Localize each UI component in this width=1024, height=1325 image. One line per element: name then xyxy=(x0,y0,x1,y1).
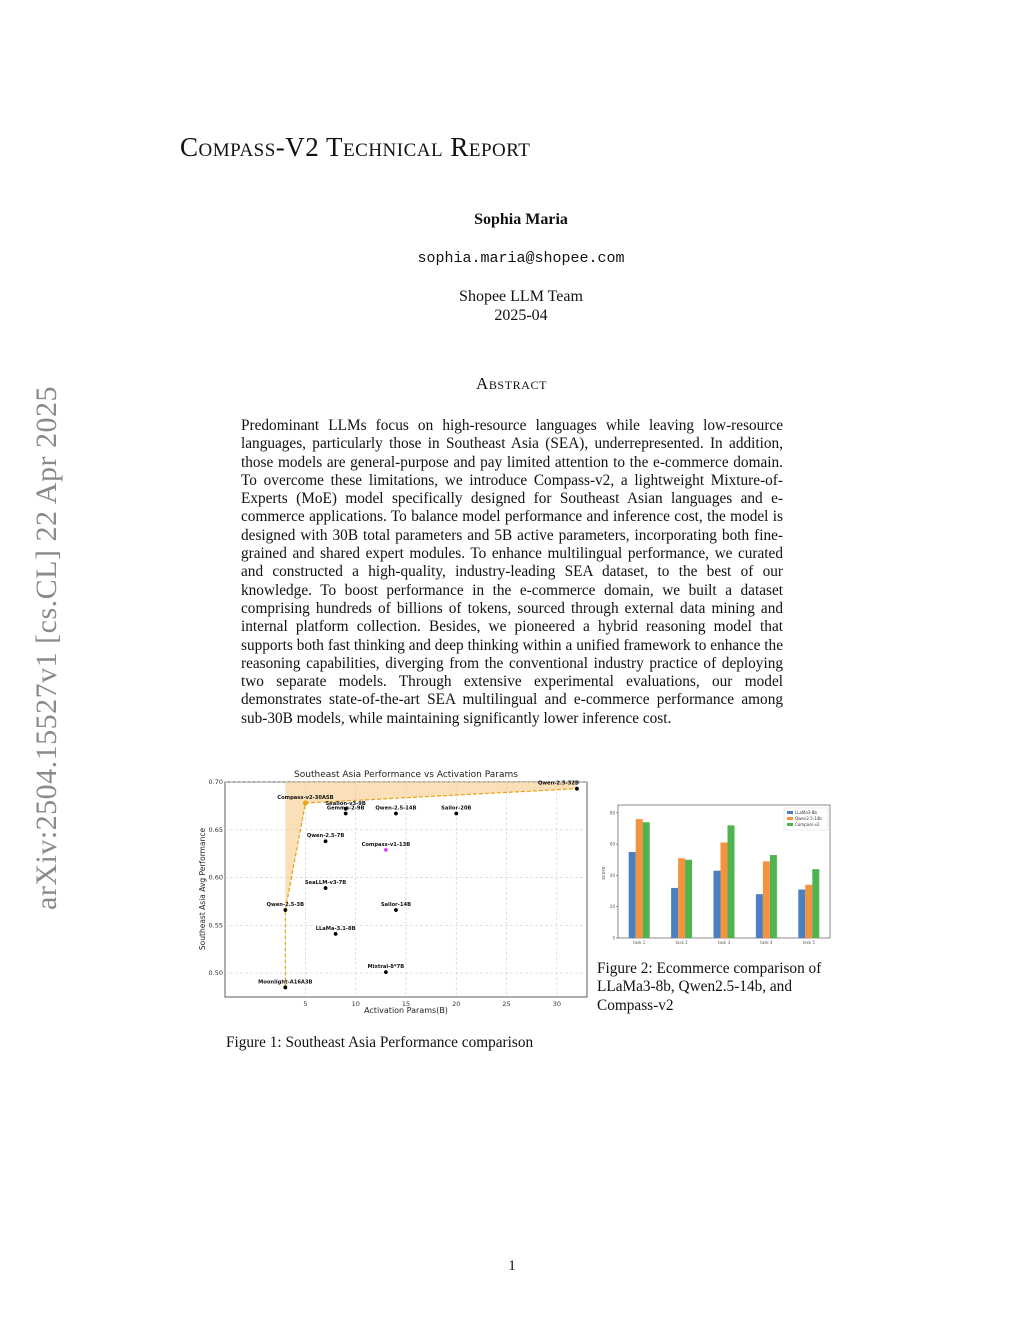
x-tick-label: task 1 xyxy=(633,940,646,945)
y-tick-label: 0.65 xyxy=(208,825,223,834)
data-point xyxy=(303,800,308,805)
y-tick-label: 0.55 xyxy=(208,921,223,930)
x-tick-label: 5 xyxy=(303,1000,308,1008)
legend-label: Compass-v2 xyxy=(795,822,820,827)
point-label: Qwen-2.5-32B xyxy=(537,780,579,787)
point-label: Gemma-2-9B xyxy=(326,805,365,812)
bar xyxy=(728,825,735,938)
figure-2-caption: Figure 2: Ecommerce comparison of LLaMa3-8b, Qwen2.5-14b, and Compass-v2 xyxy=(597,960,822,1014)
bar xyxy=(798,889,805,938)
bar xyxy=(756,894,763,938)
chart-2-x-ticks xyxy=(633,940,815,945)
point-label: Qwen-2.5-14B xyxy=(375,805,417,812)
y-tick-label: 40 xyxy=(609,872,615,878)
bar xyxy=(812,869,819,938)
bar xyxy=(721,843,728,938)
y-tick-label: 80 xyxy=(609,810,615,816)
legend-swatch xyxy=(787,817,793,820)
author-block xyxy=(370,210,672,325)
data-point xyxy=(454,812,458,816)
abstract-text: Predominant LLMs focus on high-resource languages while leaving low-resource languages, particularly those in Southeast Asia (SEA), underrepresented. In addition, those models are general-purpose and pay limited attention to the e-commerce domain. To overcome these limitations, we introduce Compass-v2, a lightweight Mixture-of-Experts (MoE) model specifically designed for Southeast Asian languages and e-commerce applications. To balance model performance and inference cost, the model is designed with 30B total parameters and 5B active parameters, incorporating both fine-grained and shared expert modules. To enhance multilingual performance, we curated and constructed a high-quality, industry-leading SEA dataset, to the best of our knowledge. To boost performance in the e-commerce domain, we built a dataset comprising hundreds of billions of tokens, sourced through external data mining and internal platform collection. Besides, we pioneered a hybrid reasoning model that supports both fast thinking and deep thinking within a unified framework to enhance the reasoning capabilities, diverging from the conventional industry practice of deploying two separate models. Through extensive experimental evaluations, our model demonstrates state-of-the-art SEA multilingual and e-commerce performance among sub-30B models, while maintaining significantly lower inference cost. xyxy=(241,417,783,727)
arxiv-stamp xyxy=(22,355,72,940)
author-affiliation: Shopee LLM Team xyxy=(459,288,583,305)
data-point xyxy=(384,970,388,974)
y-tick-label: 0.50 xyxy=(208,969,223,978)
point-label: SeaLLM-v3-7B xyxy=(304,880,347,887)
legend-label: Qwen2.5-14b xyxy=(795,816,822,821)
bar xyxy=(629,852,636,938)
point-label: Qwen-2.5-7B xyxy=(306,833,345,840)
bar xyxy=(636,819,643,938)
point-label: Compass-v2-30A5B xyxy=(277,795,334,802)
chart-1-y-ticks xyxy=(209,778,223,977)
bar xyxy=(643,822,650,938)
point-label: Compass-v1-13B xyxy=(361,841,411,848)
point-label: Sailor-14B xyxy=(380,902,412,909)
x-tick-label: task 5 xyxy=(802,940,815,945)
data-point xyxy=(324,839,328,843)
data-point xyxy=(283,986,287,990)
data-point xyxy=(344,812,348,816)
paper-date: 2025-04 xyxy=(494,307,548,324)
bar xyxy=(714,871,721,938)
data-point xyxy=(324,886,328,890)
legend-swatch xyxy=(787,823,793,826)
figure-1-scatter-chart xyxy=(196,765,588,1025)
bar xyxy=(671,888,678,938)
y-tick-label: 20 xyxy=(609,904,615,910)
x-tick-label: task 3 xyxy=(717,940,731,945)
y-tick-label: 0 xyxy=(612,935,615,941)
x-tick-label: 30 xyxy=(552,1000,561,1008)
legend-label: LLaMa3-8b xyxy=(795,810,817,815)
paper-title: Compass-V2 Technical Report xyxy=(180,132,531,162)
y-tick-label: 60 xyxy=(609,841,615,847)
x-tick-label: 25 xyxy=(502,1000,511,1008)
chart-1-x-axis-label: Activation Params(B) xyxy=(364,1006,448,1015)
data-point xyxy=(394,812,398,816)
x-tick-label: task 4 xyxy=(760,940,773,945)
point-label: LLaMa-3.1-8B xyxy=(315,925,356,932)
data-point xyxy=(394,908,398,912)
data-point xyxy=(575,787,579,791)
bar xyxy=(678,858,685,938)
chart-2-bars xyxy=(629,819,820,938)
abstract-heading: Abstract xyxy=(475,374,548,393)
point-label: Qwen-2.5-3B xyxy=(266,902,305,909)
data-point xyxy=(283,908,287,912)
point-label: Moonlight-A16A3B xyxy=(258,979,313,986)
x-tick-label: 20 xyxy=(452,1000,461,1008)
chart-1-title: Southeast Asia Performance vs Activation Params xyxy=(294,770,518,780)
chart-1-gridlines xyxy=(225,782,587,997)
figure-1-caption: Figure 1: Southeast Asia Performance comparison xyxy=(226,1034,534,1051)
bar xyxy=(763,861,770,938)
arxiv-stamp-text: arXiv:2504.15527v1 [cs.CL] 22 Apr 2025 xyxy=(30,385,64,910)
data-point xyxy=(384,848,388,852)
chart-2-y-ticks xyxy=(610,810,618,940)
data-point xyxy=(334,932,338,936)
y-tick-label: 0.70 xyxy=(208,778,223,786)
point-label: Sailor-20B xyxy=(441,805,472,812)
x-tick-label: 15 xyxy=(401,1000,411,1008)
figure-2-bar-chart xyxy=(598,803,834,946)
point-label: Sealion-v3-9B xyxy=(325,800,366,807)
chart-1-y-axis-label: Southeast Asia Avg Performance xyxy=(198,827,207,951)
chart-1-points xyxy=(258,781,579,990)
bar xyxy=(770,855,777,938)
y-tick-label: 0.60 xyxy=(208,873,223,882)
chart-2-y-axis-label: score xyxy=(601,866,607,880)
chart-2-legend xyxy=(784,808,828,830)
x-tick-label: 10 xyxy=(351,1000,360,1008)
pareto-frontier-line xyxy=(285,789,577,988)
legend-swatch xyxy=(787,811,793,814)
author-email[interactable]: sophia.maria@shopee.com xyxy=(417,250,625,267)
author-name: Sophia Maria xyxy=(474,211,568,228)
point-label: Mixtral-8*7B xyxy=(367,964,405,971)
page-number: 1 xyxy=(508,1258,516,1274)
bar xyxy=(685,860,692,938)
bar xyxy=(805,885,812,938)
x-tick-label: task 2 xyxy=(675,940,688,945)
